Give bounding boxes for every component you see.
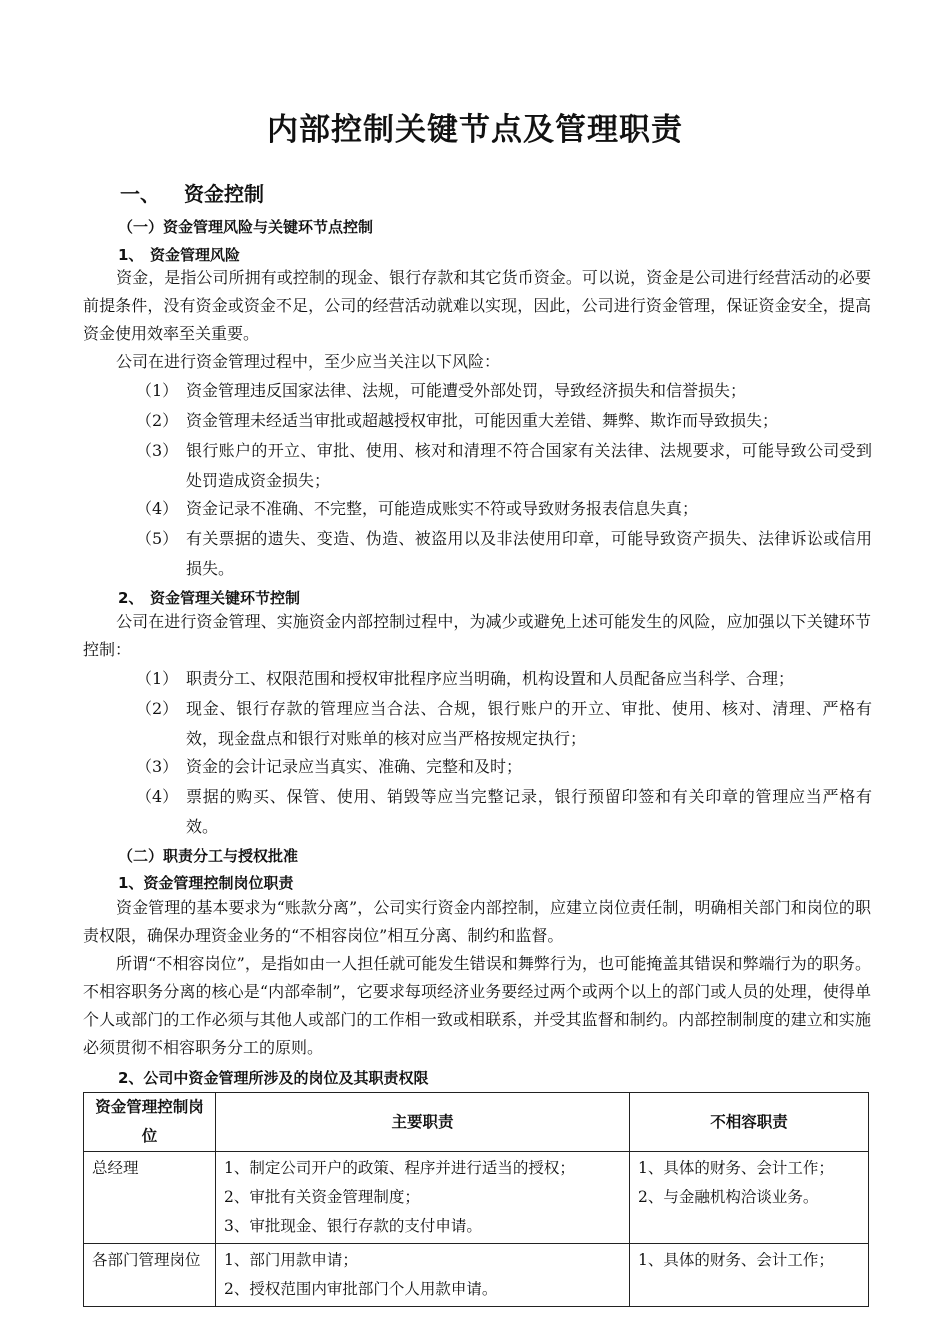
list-item-text: 现金、银行存款的管理应当合法、合规，银行账户的开立、审批、使用、核对、清理、严格有效，现金盘点和银行对账单的核对应当严格按规定执行； — [186, 699, 872, 748]
subsection-heading-segregation: （二）职责分工与授权批准 — [118, 847, 299, 865]
list-item-number: （3） — [136, 441, 179, 460]
paragraph-risk-intro — [83, 348, 871, 376]
risk-list-item — [136, 406, 872, 436]
subsubsection-heading-posts: 1、资金管理控制岗位职责 — [118, 874, 294, 892]
document-title: 内部控制关键节点及管理职责 — [267, 112, 683, 148]
list-item-number: （2） — [136, 699, 179, 718]
paragraph-text: 资金，是指公司所拥有或控制的现金、银行存款和其它货币资金。可以说，资金是公司进行经营活动的必要前提条件，没有资金或资金不足，公司的经营活动就难以实现，因此，公司进行资金管理，保证资金安全，提高资金使用效率至关重要。 — [83, 268, 871, 343]
control-list-item — [136, 752, 872, 782]
subsubsection-number: 1、 — [118, 246, 144, 264]
list-item-number: （1） — [136, 381, 179, 400]
list-item-number: （3） — [136, 757, 179, 776]
list-item-text: 职责分工、权限范围和授权审批程序应当明确，机构设置和人员配备应当科学、合理； — [186, 669, 795, 688]
duty-line: 2、授权范围内审批部门个人用款申请。 — [224, 1280, 498, 1298]
list-item-number: （4） — [136, 787, 179, 806]
control-list-item — [136, 782, 872, 842]
list-item-text: 票据的购买、保管、使用、销毁等应当完整记录，银行预留印签和有关印章的管理应当严格有效。 — [186, 787, 872, 836]
duty-line: 1、部门用款申请； — [224, 1251, 358, 1269]
subsection-heading-risk-control: （一）资金管理风险与关键环节点控制 — [118, 218, 374, 236]
table-header-row — [84, 1093, 869, 1152]
cell-post: 总经理 — [84, 1152, 216, 1244]
cell-incompatible-duties — [630, 1244, 869, 1307]
control-list-item — [136, 694, 872, 754]
list-item-text: 资金的会计记录应当真实、准确、完整和及时； — [186, 757, 523, 776]
column-header-incompatible-duties: 不相容职责 — [630, 1093, 869, 1152]
list-item-text: 有关票据的遗失、变造、伪造、被盗用以及非法使用印章，可能导致资产损失、法律诉讼或信用损失。 — [186, 529, 872, 578]
list-item-text: 银行账户的开立、审批、使用、核对和清理不符合国家有关法律、法规要求，可能导致公司受到处罚造成资金损失； — [186, 441, 872, 490]
paragraph-text: 公司在进行资金管理过程中，至少应当关注以下风险： — [116, 352, 501, 371]
subsubsection-label: 资金管理关键环节控制 — [150, 589, 301, 607]
responsibility-table — [83, 1092, 869, 1307]
list-item-number: （4） — [136, 499, 179, 518]
column-header-main-duties: 主要职责 — [216, 1093, 630, 1152]
list-item-text: 资金记录不准确、不完整，可能造成账实不符或导致财务报表信息失真； — [186, 499, 699, 518]
subsubsection-heading-post-table: 2、公司中资金管理所涉及的岗位及其职责权限 — [118, 1069, 429, 1087]
subsubsection-label: 资金管理风险 — [150, 246, 241, 264]
column-header-post: 资金管理控制岗位 — [84, 1093, 216, 1152]
section-heading-fund-control — [120, 178, 264, 207]
cell-incompatible-duties — [630, 1152, 869, 1244]
cell-main-duties — [216, 1152, 630, 1244]
duty-line: 2、与金融机构洽谈业务。 — [638, 1188, 819, 1206]
paragraph-text: 所谓“不相容岗位”，是指如由一人担任就可能发生错误和舞弊行为，也可能掩盖其错误和弊端行为的职务。不相容职务分离的核心是“内部牵制”，它要求每项经济业务要经过两个或两个以上的部门或人员的处理，使得单个人或部门的工作必须与其他人或部门的工作相一致或相联系，并受其监督和制约。内部控制制度的建立和实施必须贯彻不相容职务分工的原则。 — [83, 954, 871, 1057]
duty-line: 3、审批现金、银行存款的支付申请。 — [224, 1217, 482, 1235]
control-list-item — [136, 664, 872, 694]
duty-line: 1、具体的财务、会计工作； — [638, 1159, 834, 1177]
list-item-number: （1） — [136, 669, 179, 688]
paragraph-incompatible-posts — [83, 950, 871, 1062]
risk-list-item — [136, 494, 872, 524]
risk-list-item — [136, 436, 872, 496]
risk-list-item — [136, 376, 872, 406]
list-item-number: （5） — [136, 529, 179, 548]
list-item-text: 资金管理未经适当审批或超越授权审批，可能因重大差错、舞弊、欺诈而导致损失； — [186, 411, 779, 430]
subsubsection-number: 2、 — [118, 589, 144, 607]
section-label: 资金控制 — [184, 182, 264, 206]
list-item-number: （2） — [136, 411, 179, 430]
paragraph-fund-definition — [83, 264, 871, 348]
paragraph-fund-separation — [83, 894, 871, 950]
section-number: 一、 — [120, 182, 160, 206]
list-item-text: 资金管理违反国家法律、法规，可能遭受外部处罚，导致经济损失和信誉损失； — [186, 381, 747, 400]
duty-line: 1、制定公司开户的政策、程序并进行适当的授权； — [224, 1159, 575, 1177]
table-row — [84, 1152, 869, 1244]
paragraph-text: 公司在进行资金管理、实施资金内部控制过程中，为减少或避免上述可能发生的风险，应加强以下关键环节控制： — [83, 612, 871, 659]
paragraph-key-control-intro — [83, 608, 871, 664]
duty-line: 2、审批有关资金管理制度； — [224, 1188, 420, 1206]
risk-list-item — [136, 524, 872, 584]
subsubsection-heading-risk — [118, 244, 240, 265]
table-row — [84, 1244, 869, 1307]
cell-post: 各部门管理岗位 — [84, 1244, 216, 1307]
paragraph-text: 资金管理的基本要求为“账款分离”，公司实行资金内部控制，应建立岗位责任制，明确相关部门和岗位的职责权限，确保办理资金业务的“不相容岗位”相互分离、制约和监督。 — [83, 898, 871, 945]
cell-main-duties — [216, 1244, 630, 1307]
duty-line: 1、具体的财务、会计工作； — [638, 1251, 834, 1269]
subsubsection-heading-key-control — [118, 587, 300, 608]
